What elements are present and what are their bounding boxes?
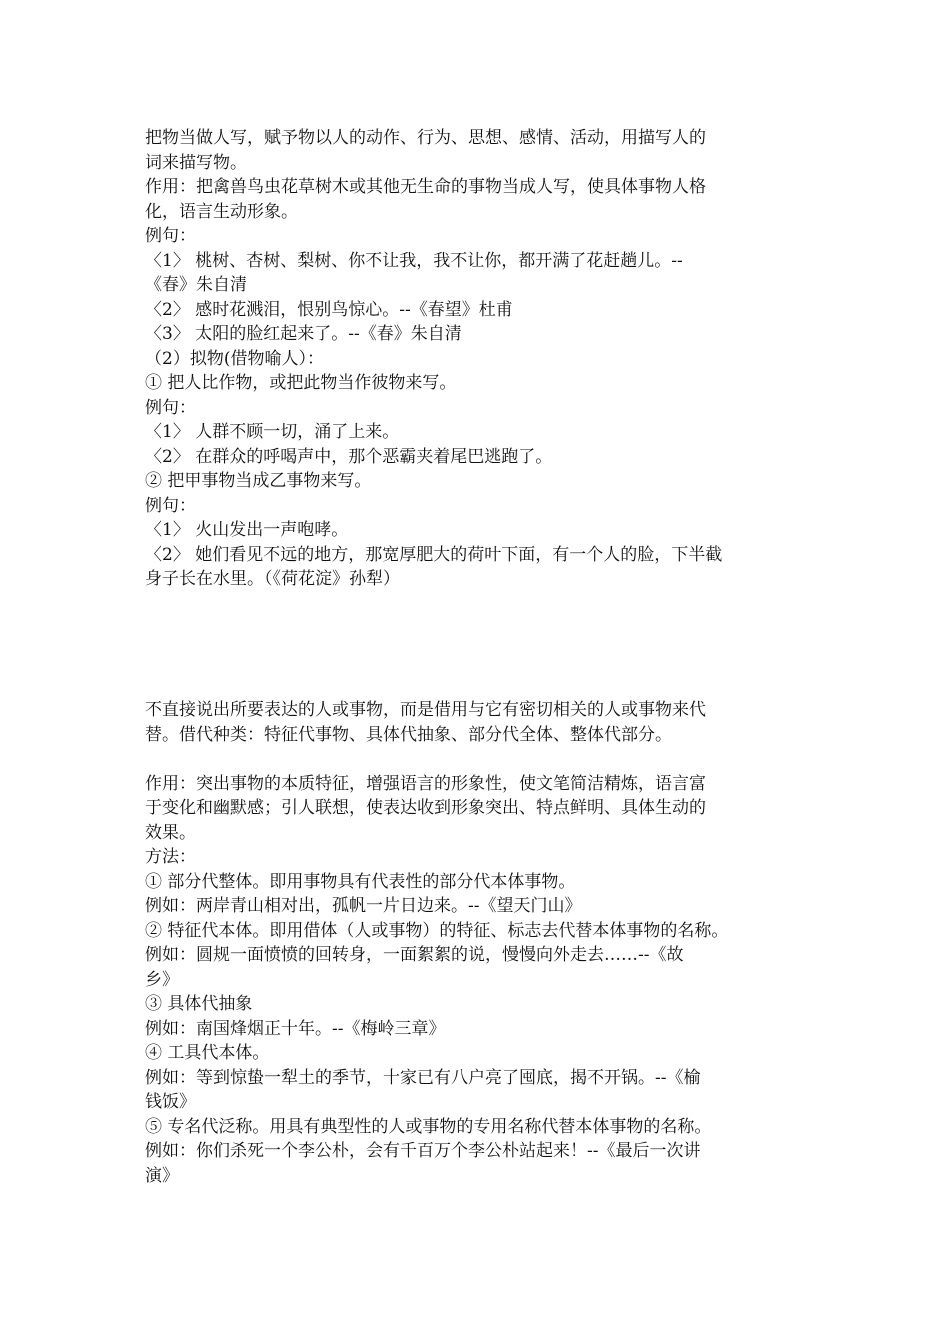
text-line: 作用：突出事物的本质特征，增强语言的形象性，使文笔简洁精炼，语言富 [145,773,706,794]
text-line: 方法： [145,847,196,867]
text-line: ② 把甲事物当成乙事物来写。 [145,471,372,491]
text-line: 演》 [145,1165,179,1186]
text-line: 把物当做人写，赋予物以人的动作、行为、思想、感情、活动，用描写人的 [145,128,706,148]
text-line: 〈2〉 她们看见不远的地方，那宽厚肥大的荷叶下面，有一个人的脸，下半截 [145,544,723,565]
text-line: 不直接说出所要表达的人或事物，而是借用与它有密切相关的人或事物来代 [145,700,706,720]
text-line: 〈2〉 感时花溅泪，恨别鸟惊心。--《春望》杜甫 [145,299,513,320]
text-line: 〈1〉 人群不顾一切，涌了上来。 [145,422,400,442]
text-line: 例句： [145,226,196,246]
text-line: 效果。 [145,822,196,843]
text-line: 于变化和幽默感；引人联想，使表达收到形象突出、特点鲜明、具体生动的 [145,798,706,818]
text-line: ④ 工具代本体。 [145,1043,270,1063]
text-line: （2）拟物(借物喻人）： [145,348,324,369]
text-line: 例如：南国烽烟正十年。--《梅岭三章》 [145,1018,446,1039]
text-line: 〈1〉 火山发出一声咆哮。 [145,520,349,540]
text-line: 例如：两岸青山相对出，孤帆一片日边来。--《望天门山》 [145,896,582,916]
text-line: 《春》朱自清 [145,275,247,295]
text-line: 乡》 [145,969,179,990]
text-line: ② 特征代本体。即用借体（人或事物）的特征、标志去代替本体事物的名称。 [145,920,729,941]
text-line: 替。借代种类：特征代事物、具体代抽象、部分代全体、整体代部分。 [145,724,672,745]
text-line: 〈3〉 太阳的脸红起来了。--《春》朱自清 [145,324,462,344]
text-line: ⑤ 专名代泛称。用具有典型性的人或事物的专用名称代替本体事物的名称。 [145,1116,712,1137]
text-line: 例句： [145,495,196,516]
text-line: 〈1〉 桃树、杏树、梨树、你不让我，我不让你，都开满了花赶趟儿。-- [145,250,683,271]
text-line: 例如：你们杀死一个李公朴，会有千百万个李公朴站起来！--《最后一次讲 [145,1141,701,1161]
blank-line [145,747,815,772]
text-line: 例如：等到惊蛰一犁土的季节，十家已有八户亮了囤底，揭不开锅。--《榆 [145,1067,701,1088]
text-line: 词来描写物。 [145,152,247,173]
text-line: 钱饭》 [145,1092,196,1112]
personification-section [145,126,815,592]
text-line: 化，语言生动形象。 [145,201,298,222]
text-line: 例句： [145,397,196,418]
text-line: 例如：圆规一面愤愤的回转身，一面絮絮的说，慢慢向外走去……--《故 [145,945,684,965]
text-line: 身子长在水里。（《荷花淀》孙犁） [145,569,400,589]
metonymy-section [145,698,815,1188]
text-line: ① 把人比作物，或把此物当作彼物来写。 [145,373,457,393]
text-line: ① 部分代整体。即用事物具有代表性的部分代本体事物。 [145,871,576,892]
text-line: ③ 具体代抽象 [145,994,253,1014]
text-line: 作用：把禽兽鸟虫花草树木或其他无生命的事物当成人写，使具体事物人格 [145,177,706,197]
text-line: 〈2〉 在群众的呼喝声中，那个恶霸夹着尾巴逃跑了。 [145,446,553,467]
